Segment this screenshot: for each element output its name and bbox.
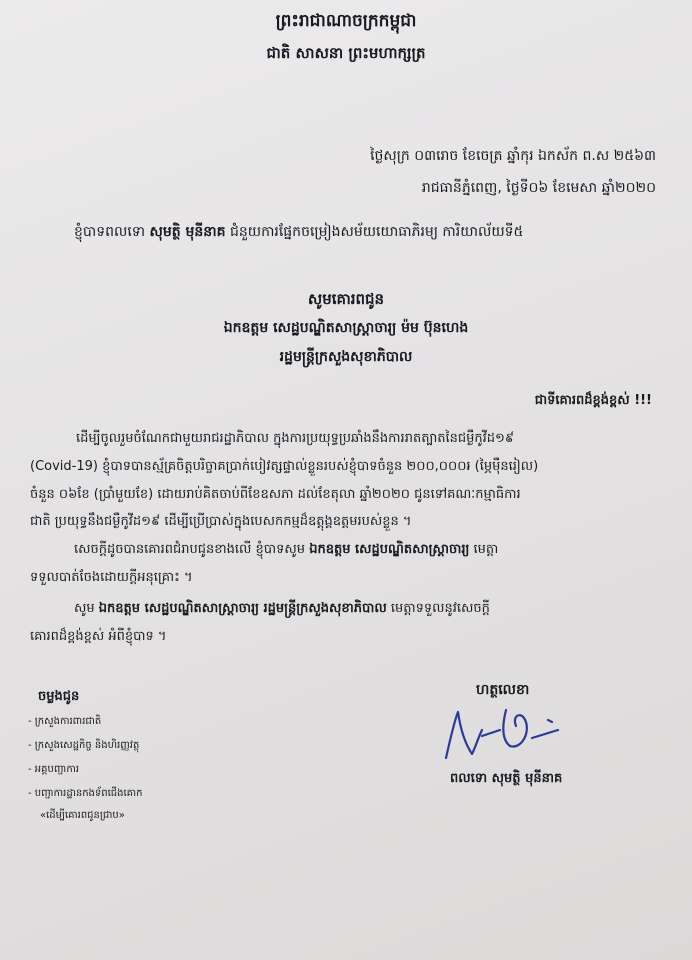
body-line-8: គោរពដ៏ខ្ពង់ខ្ពស់ អំពីខ្ញុំបាទ ។ [30, 629, 167, 644]
salutation: ជាទីគោរពដ៏ខ្ពង់ខ្ពស់ !!! [534, 393, 652, 408]
sender-line [74, 222, 523, 243]
solar-date: រាជធានីភ្នំពេញ, ថ្ងៃទី០៦ ខែមេសា ឆ្នាំ២០២០ [421, 180, 656, 196]
cc-item-4: - បញ្ជាការដ្ឋានកងទ័ពជើងគោក [28, 788, 143, 799]
body-line-5 [74, 541, 498, 560]
recipient-title: រដ្ឋមន្ត្រីក្រសួងសុខាភិបាល [279, 349, 413, 365]
sender-prefix: ខ្ញុំបាទពលទោ [74, 224, 146, 240]
body-line-7-honorific: ឯកឧត្តម សេដ្ឋបណ្ឌិតសាស្ត្រាចារ្យ រដ្ឋមន្ត្រីក្រសួងសុខាភិបាល [98, 601, 387, 616]
body-line-2: (Covid-19) ខ្ញុំបាទបានស្ម័គ្រចិត្តបរិច្ចាគប្រាក់បៀវត្សផ្ទាល់ខ្លួនរបស់ខ្ញុំបាទចំនួន ២០០,០០០៛ (ម្ភៃម៉ឺនរៀល) [30, 459, 539, 474]
body-line-5-start: សេចក្ដីដូចបានគោរពជំរាបជូនខាងលើ ខ្ញុំបាទសូម [74, 542, 306, 557]
kingdom-title: ព្រះរាជាណាចក្រកម្ពុជា [275, 11, 417, 31]
handwritten-signature [436, 700, 576, 772]
body-line-6: ទទួលបាត់ចែងដោយក្ដីអនុគ្រោះ ។ [30, 570, 193, 585]
body-line-7-start: សូម [74, 601, 95, 616]
body-line-5-honorific: ឯកឧត្តម សេដ្ឋបណ្ឌិតសាស្ត្រាចារ្យ [309, 542, 470, 557]
cc-title: ចម្លងជូន [38, 689, 80, 704]
lunar-date: ថ្ងៃសុក្រ ០៣រោច ខែចេត្រ ឆ្នាំកុរ ឯកស័ក ព.ស ២៥៦៣ [370, 148, 656, 164]
cc-item-2: - ក្រសួងសេដ្ឋកិច្ច និងហិរញ្ញវត្ថុ [28, 740, 140, 751]
body-line-3: ចំនួន ០៦ខែ (ប្រាំមួយខែ) ដោយរាប់គិតចាប់ពីខែឧសភា ដល់ខែតុលា ឆ្នាំ២០២០ ជូនទៅគណៈកម្មាធិការ [30, 487, 521, 502]
cc-item-3: - អគ្គបញ្ជាការ [28, 764, 80, 775]
sender-name: សុមត្ថិ មុនីនាគ [149, 224, 226, 240]
signer-name: ពលទោ សុមត្ថិ មុនីនាគ [450, 771, 563, 786]
body-line-4: ជាតិ ប្រយុទ្ធនឹងជម្ងឺកូវីដ១៩ ដើម្បីប្រើប្រាស់ក្នុងបេសកកម្មដ៏ឧត្តុង្គឧត្តមរបស់ខ្លួន ។ [30, 514, 412, 529]
body-line-7-end: មេត្តាទទួលនូវសេចក្ដី [390, 601, 490, 616]
cc-item-1: - ក្រសួងការពារជាតិ [28, 716, 102, 727]
sender-position: ជំនួយការផ្នែកចម្រៀងសម័យយោធាភិរម្យ ការិយាល័យទី៥ [229, 224, 524, 240]
cc-note: «ដើម្បីគោរពជូនជ្រាប» [40, 810, 125, 821]
body-line-7 [74, 600, 490, 619]
recipient-greeting: សូមគោរពជូន [307, 290, 385, 308]
body-line-5-end: មេត្តា [473, 542, 499, 557]
signature-label: ហត្ថលេខា [476, 682, 530, 698]
recipient-name: ឯកឧត្តម សេដ្ឋបណ្ឌិតសាស្ត្រាចារ្យ ម៉ម ប៊ុនហេង [223, 320, 469, 336]
body-line-1: ដើម្បីចូលរួមចំណែកជាមួយរាជរដ្ឋាភិបាល ក្នុងការប្រយុទ្ធប្រឆាំងនឹងការរាតត្បាតនៃជម្ងឺកូវីដ១៩ [76, 431, 515, 446]
national-motto: ជាតិ សាសនា ព្រះមហាក្សត្រ [266, 44, 426, 62]
